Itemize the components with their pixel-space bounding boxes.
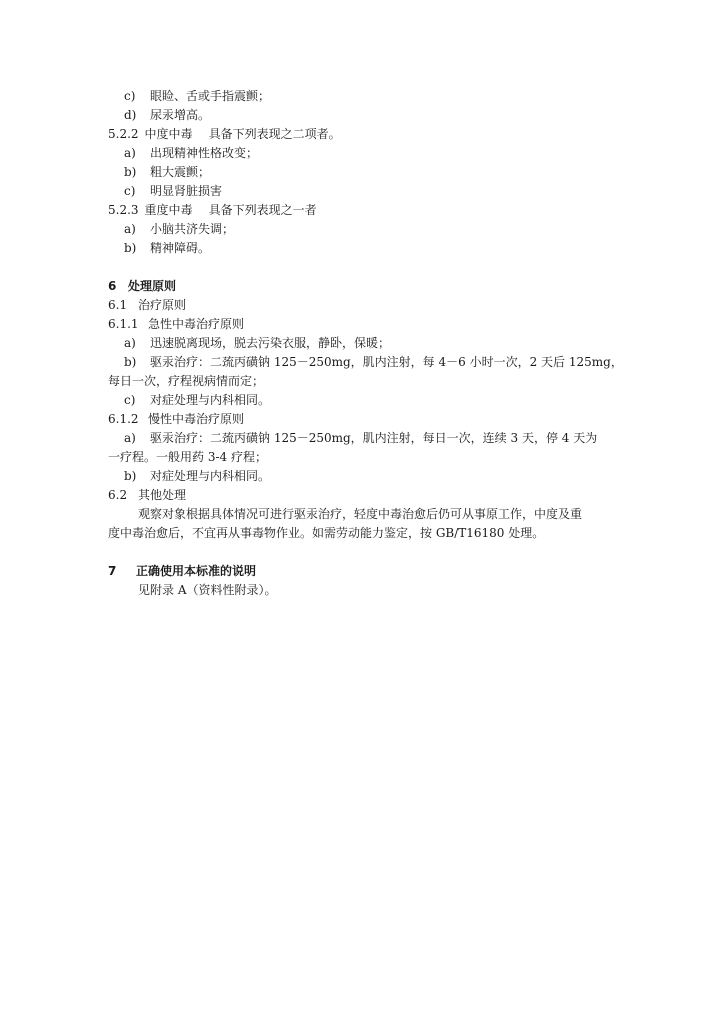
clause-title: 重度中毒 bbox=[144, 203, 193, 217]
list-item-text: 眼睑、舌或手指震颤； bbox=[150, 89, 271, 103]
list-item-text: 迅速脱离现场，脱去污染衣服，静卧，保暖； bbox=[150, 336, 391, 350]
clause-title: 慢性中毒治疗原则 bbox=[148, 412, 245, 426]
list-item-text: 粗大震颤； bbox=[150, 165, 211, 179]
clause-title: 中度中毒 bbox=[144, 127, 193, 141]
paragraph-line: 观察对象根据具体情况可进行驱汞治疗，轻度中毒治愈后仍可从事原工作，中度及重 bbox=[138, 507, 583, 521]
clause-5-2-2 bbox=[108, 127, 341, 141]
list-item-tag: c) bbox=[124, 184, 136, 198]
list-item-continuation: 每日一次，疗程视病情而定； bbox=[108, 374, 265, 388]
list-item-tag: a) bbox=[124, 336, 136, 350]
list-item-continuation: 一疗程。一般用药 3-4 疗程； bbox=[108, 450, 267, 464]
clause-number: 6.1 bbox=[108, 298, 128, 312]
list-item bbox=[124, 431, 597, 445]
list-item bbox=[124, 355, 623, 369]
paragraph-line: 度中毒治愈后，不宜再从事毒物作业。如需劳动能力鉴定，按 GB/T16180 处理。 bbox=[108, 526, 545, 540]
section-title: 正确使用本标准的说明 bbox=[136, 564, 257, 578]
list-item bbox=[124, 222, 234, 236]
list-item-text: 对症处理与内科相同。 bbox=[150, 393, 271, 407]
list-item bbox=[124, 165, 210, 179]
list-item-text: 驱汞治疗：二巯丙磺钠 125－250mg，肌内注射，每日一次，连续 3 天，停 4 天为 bbox=[150, 431, 598, 445]
list-item bbox=[124, 108, 210, 122]
list-item-text: 出现精神性格改变； bbox=[150, 146, 259, 160]
list-item bbox=[124, 469, 270, 483]
list-item bbox=[124, 146, 258, 160]
section-number: 7 bbox=[108, 564, 117, 578]
list-item-text: 明显肾脏损害 bbox=[150, 184, 223, 198]
list-item-tag: c) bbox=[124, 89, 136, 103]
list-item-tag: d) bbox=[124, 108, 137, 122]
section-7-text: 见附录 A（资料性附录）。 bbox=[138, 583, 277, 597]
list-item-text: 驱汞治疗：二巯丙磺钠 125－250mg，肌内注射，每 4－6 小时一次，2 天后 125mg， bbox=[150, 355, 623, 369]
clause-6-1-2 bbox=[108, 412, 244, 426]
clause-6-1-1 bbox=[108, 317, 244, 331]
clause-title: 急性中毒治疗原则 bbox=[148, 317, 245, 331]
list-item-text: 尿汞增高。 bbox=[150, 108, 211, 122]
list-item-tag: b) bbox=[124, 165, 137, 179]
list-item bbox=[124, 336, 390, 350]
clause-text: 具备下列表现之二项者。 bbox=[208, 127, 341, 141]
clause-number: 6.2 bbox=[108, 488, 128, 502]
list-item bbox=[124, 241, 210, 255]
section-number: 6 bbox=[108, 279, 117, 293]
clause-6-1 bbox=[108, 298, 186, 312]
section-heading-7 bbox=[108, 564, 256, 578]
list-item-text: 对症处理与内科相同。 bbox=[150, 469, 271, 483]
list-item bbox=[124, 393, 270, 407]
clause-5-2-3 bbox=[108, 203, 317, 217]
list-item-tag: b) bbox=[124, 469, 137, 483]
list-item-text: 小脑共济失调； bbox=[150, 222, 235, 236]
list-item-text: 精神障碍。 bbox=[150, 241, 211, 255]
list-item-tag: b) bbox=[124, 241, 137, 255]
list-item-tag: a) bbox=[124, 146, 136, 160]
list-item bbox=[124, 184, 222, 198]
clause-title: 其他处理 bbox=[138, 488, 187, 502]
clause-text: 具备下列表现之一者 bbox=[208, 203, 317, 217]
clause-number: 5.2.2 bbox=[108, 127, 139, 141]
list-item-tag: a) bbox=[124, 222, 136, 236]
clause-number: 6.1.2 bbox=[108, 412, 139, 426]
list-item-tag: b) bbox=[124, 355, 137, 369]
clause-number: 5.2.3 bbox=[108, 203, 139, 217]
clause-title: 治疗原则 bbox=[138, 298, 187, 312]
clause-6-2 bbox=[108, 488, 186, 502]
list-item-tag: c) bbox=[124, 393, 136, 407]
list-item-tag: a) bbox=[124, 431, 136, 445]
section-title: 处理原则 bbox=[128, 279, 177, 293]
list-item bbox=[124, 89, 270, 103]
clause-number: 6.1.1 bbox=[108, 317, 139, 331]
section-heading-6 bbox=[108, 279, 176, 293]
